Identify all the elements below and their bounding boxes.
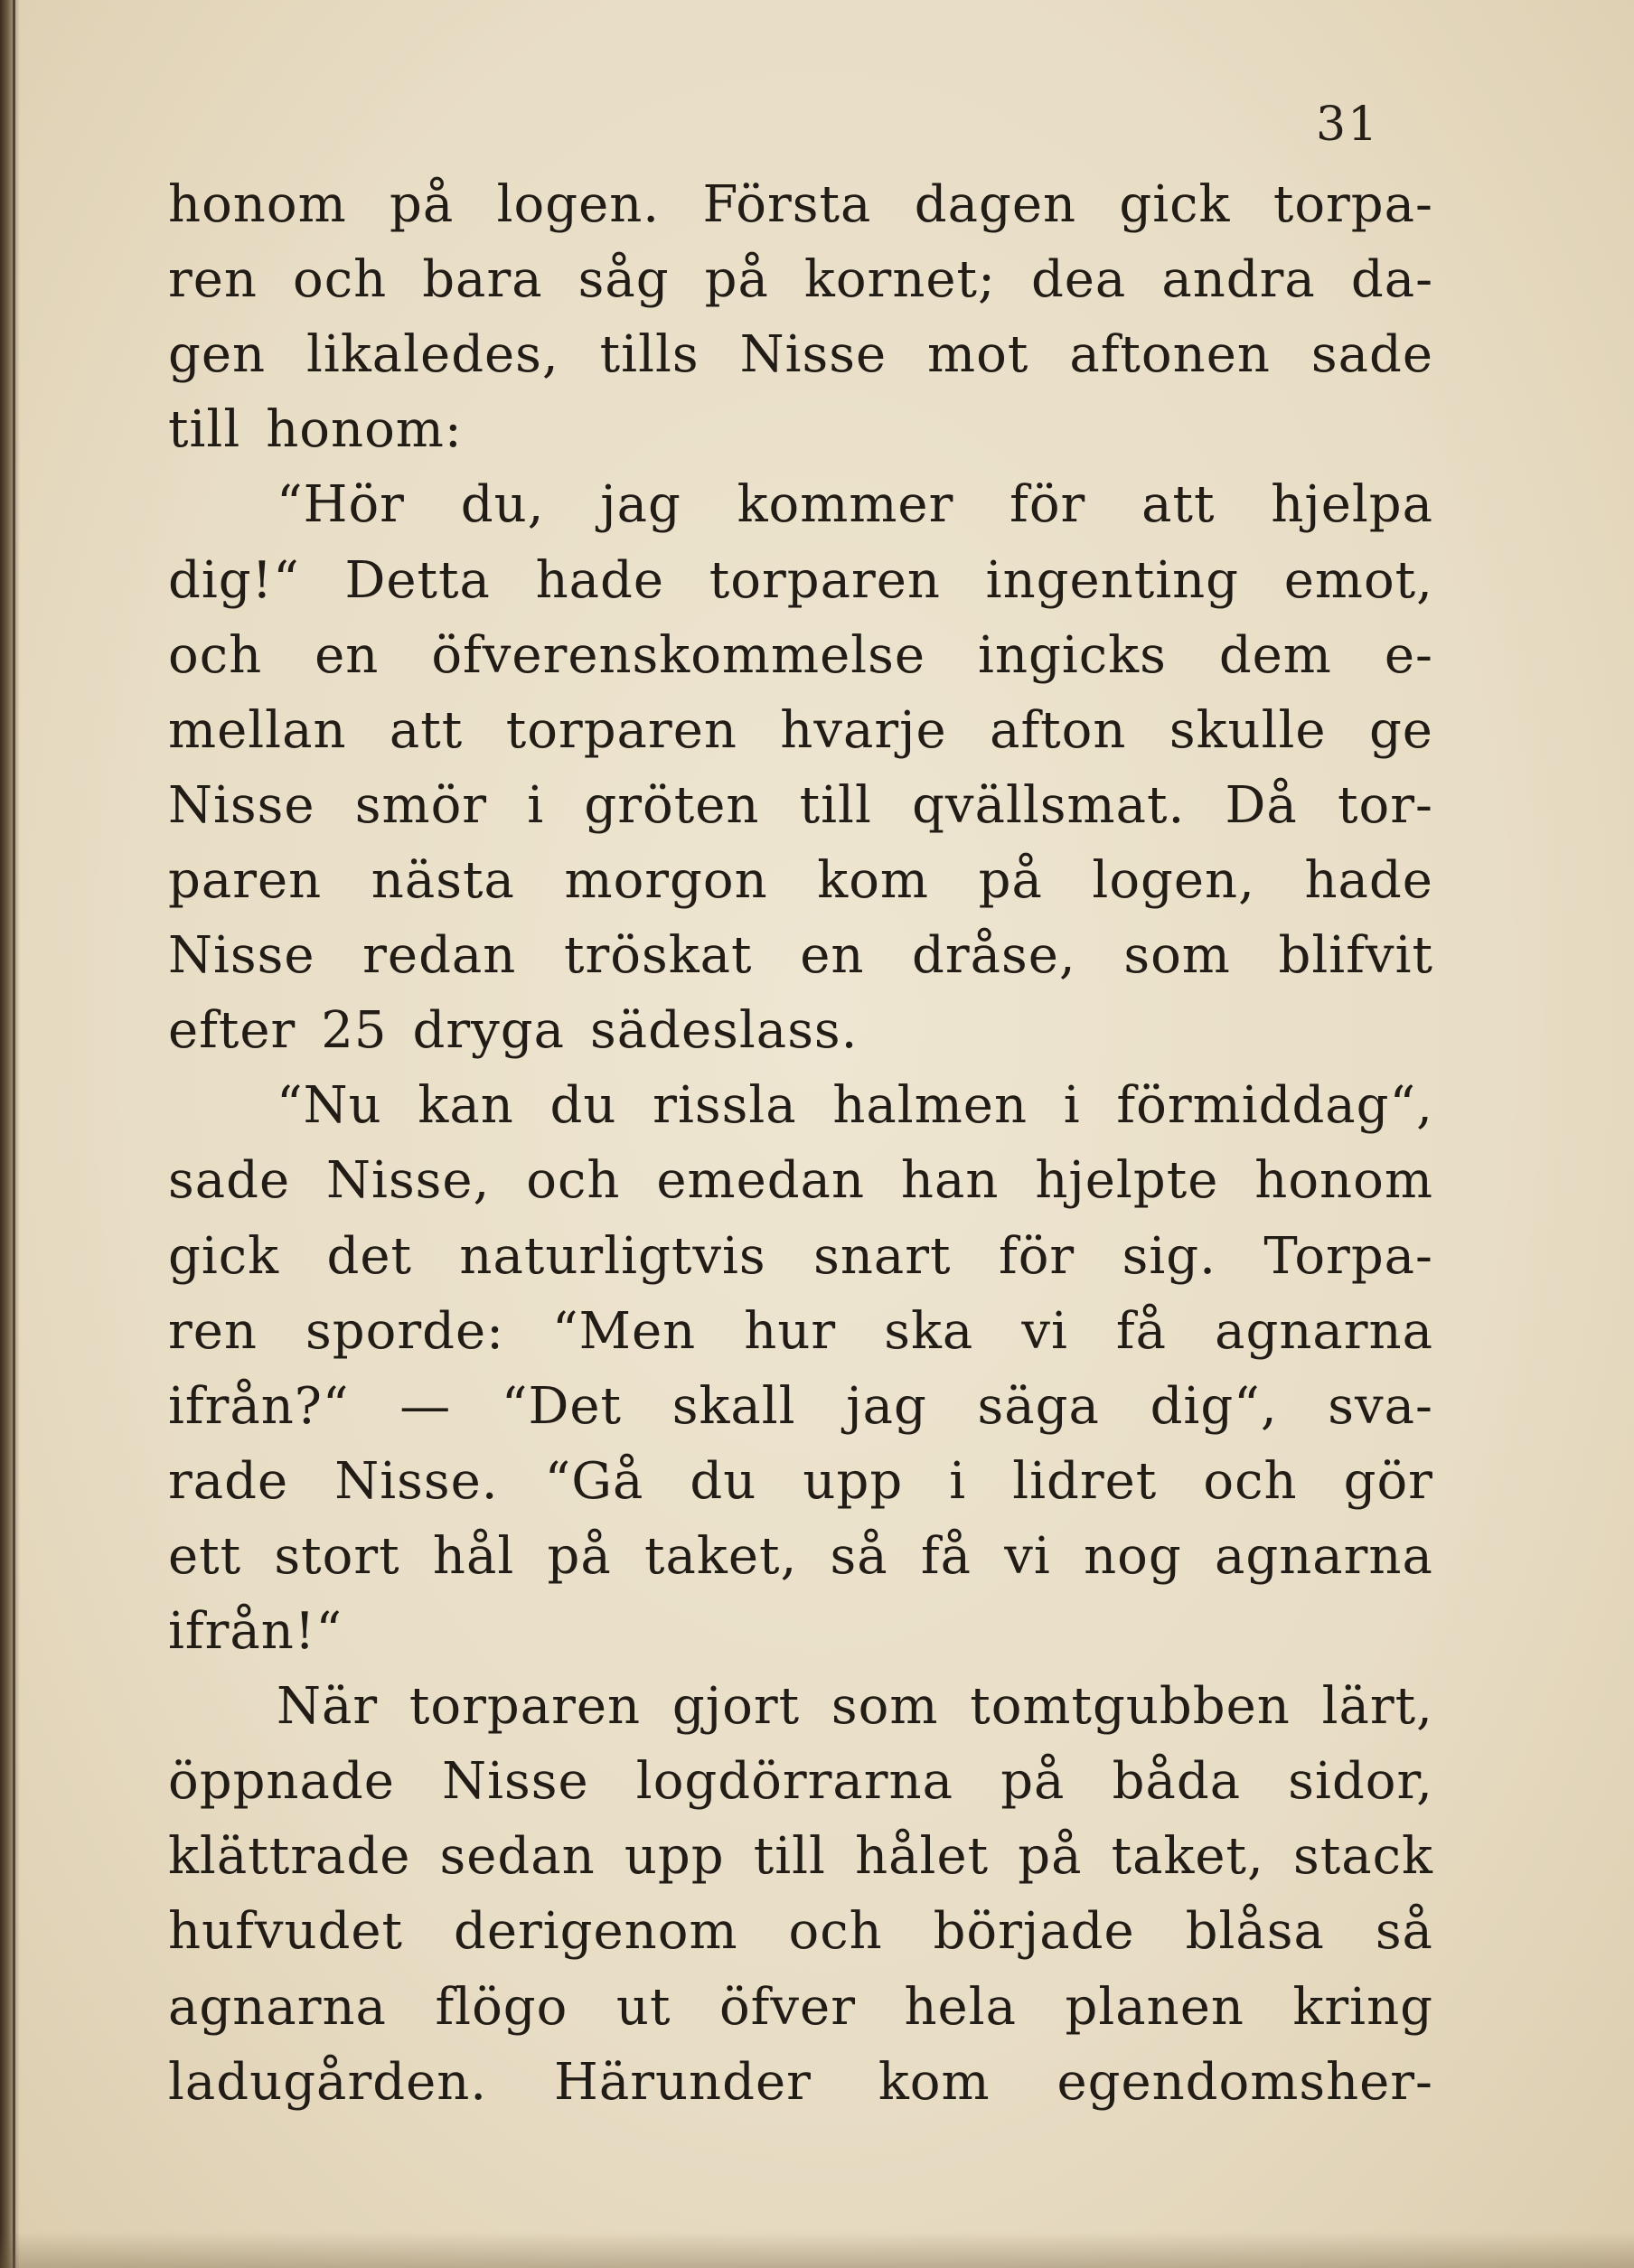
word: honom: [266,400,463,460]
word: Nisse [442,1752,589,1812]
word: att [389,700,464,760]
word: torparen [505,700,737,760]
word: öfver [718,1977,856,2037]
word: ladugården. [168,2052,488,2112]
word: och [293,250,388,310]
word: halmen [832,1076,1028,1136]
word: och [1203,1451,1298,1511]
word: sedan [439,1827,596,1887]
word: derigenom [454,1902,738,1962]
word: 25 [321,1001,388,1061]
word: blåsa [1185,1902,1325,1962]
text-line [168,1976,1433,2039]
word: jag [846,1376,927,1436]
word: dagen [914,175,1077,234]
word: gick [1119,175,1231,234]
text-line [168,999,1433,1063]
word: Första [702,175,872,234]
word: Nisse [739,325,887,385]
word: logen. [496,175,661,234]
word: logdörrarna [635,1752,953,1812]
word: Nisse [168,775,315,835]
page-shadow [0,2232,1634,2268]
word: tröskat [564,926,753,986]
word: agnarna [1215,1301,1433,1361]
word: du, [460,475,545,535]
text-line [168,1450,1433,1514]
word: sade [1310,325,1433,385]
word: gröten [584,775,760,835]
word: smör [354,775,488,835]
word: naturligtvis [459,1226,766,1286]
text-line [277,1074,1433,1138]
word: började [933,1902,1135,1962]
word: dråse, [912,926,1076,986]
word: skall [671,1376,796,1436]
word: paren [168,850,323,910]
word: aftonen [1069,325,1271,385]
word: “Gå [544,1451,644,1511]
word: ge [1368,700,1433,760]
word: och [788,1902,883,1962]
word: jag [600,475,681,535]
word: snart [813,1226,952,1286]
word: ingenting [985,550,1240,610]
word: ska [884,1301,974,1361]
word: i [527,775,545,835]
word: gör [1343,1451,1433,1511]
page-number: 31 [1316,98,1380,152]
text-line [277,1675,1433,1738]
text-line [168,1149,1433,1213]
word: emedan [656,1151,866,1211]
word: nog [1084,1526,1182,1586]
word: När [277,1677,379,1737]
word: dem [1218,625,1332,685]
word: hela [904,1977,1017,2037]
text-line [168,323,1433,387]
word: stort [274,1526,400,1586]
word: öfverenskommelse [431,625,926,685]
word: torparen [408,1677,642,1737]
word: “Men [552,1301,697,1361]
word: egendomsher- [1056,2052,1433,2112]
word: agnarna [1214,1526,1433,1586]
word: sade [168,1151,291,1211]
word: hade [535,550,665,610]
word: dig!“ [168,550,300,610]
word: honom [168,175,347,234]
word: ren [168,1301,258,1361]
word: tills [599,325,700,385]
word: tor- [1338,775,1433,835]
word: sporde: [305,1301,504,1361]
word: vi [1021,1301,1068,1361]
word: agnarna [168,1977,387,2037]
word: hål [432,1526,515,1586]
word: morgon [564,850,768,910]
word: afton [990,700,1127,760]
word: rissla [653,1076,797,1136]
word: båda [1112,1752,1242,1812]
word: da- [1350,250,1433,310]
word: torpa- [1272,175,1433,234]
text-line [168,1525,1433,1589]
word: kornet; [803,250,996,310]
text-line [168,549,1433,613]
text-line [168,624,1433,688]
word: på [547,1526,612,1586]
word: likaledes, [306,325,559,385]
word: Nisse. [334,1451,499,1511]
text-line [168,248,1433,312]
text-line [277,473,1433,537]
word: emot, [1283,550,1433,610]
word: “Nu [277,1076,382,1136]
word: klättrade [168,1827,411,1887]
word: det [326,1226,412,1286]
word: torparen [709,550,941,610]
word: han [900,1151,1000,1211]
word: Då [1225,775,1298,835]
word: — [399,1376,452,1436]
word: honom [1254,1151,1433,1211]
word: få [1115,1301,1168,1361]
word: ifrån?“ [168,1376,350,1436]
word: till [753,1827,826,1887]
word: gjort [671,1677,801,1737]
word: lidret [1012,1451,1158,1511]
word: ingicks [978,625,1167,685]
word: Nisse [168,926,315,986]
word: rade [168,1451,289,1511]
word: dryga [412,1001,566,1061]
word: logen, [1092,850,1255,910]
word: som [1123,926,1231,986]
word: flögo [435,1977,568,2037]
word: taket, [644,1526,798,1586]
text-line [168,1225,1433,1289]
word: du [690,1451,757,1511]
word: gen [168,325,267,385]
binding-edge [13,0,15,2268]
word: få [920,1526,972,1586]
word: redan [362,926,517,986]
text-line [168,849,1433,913]
text-line [168,398,1433,462]
word: kommer [737,475,954,535]
word: hade [1304,850,1433,910]
word: förmiddag“, [1116,1076,1433,1136]
word: Detta [344,550,491,610]
word: på [1000,1752,1066,1812]
word: mellan [168,700,347,760]
word: taket, [1111,1827,1264,1887]
text-line [168,699,1433,763]
word: hjelpa [1271,475,1433,535]
word: e- [1384,625,1433,685]
word: på [1018,1827,1083,1887]
word: ifrån!“ [168,1602,343,1662]
text-line [168,1825,1433,1888]
word: “Det [501,1376,623,1436]
word: vi [1004,1526,1051,1586]
text-line [168,1300,1433,1364]
word: Härunder [554,2052,812,2112]
word: en [315,625,380,685]
word: att [1141,475,1216,535]
word: Torpa- [1263,1226,1433,1286]
word: ut [615,1977,671,2037]
text-line [168,2051,1433,2114]
word: nästa [371,850,515,910]
word: såg [578,250,670,310]
word: gick [168,1226,280,1286]
word: kom [817,850,930,910]
word: qvällsmat. [912,775,1186,835]
word: sig. [1122,1226,1216,1286]
word: på [978,850,1043,910]
word: “Hör [277,475,405,535]
word: kan [418,1076,514,1136]
word: för [1010,475,1086,535]
word: sädeslass. [590,1001,859,1061]
word: och [526,1151,621,1211]
word: bara [422,250,543,310]
word: till [799,775,872,835]
word: du [549,1076,617,1136]
word: som [831,1677,939,1737]
word: mot [927,325,1029,385]
word: blifvit [1278,926,1433,986]
word: planen [1065,1977,1244,2037]
text-line [168,924,1433,988]
word: hjelpte [1035,1151,1219,1211]
text-line [168,1900,1433,1963]
word: ett [168,1526,242,1586]
word: säga [977,1376,1100,1436]
word: hvarje [780,700,947,760]
word: skulle [1169,700,1327,760]
text-line [168,1375,1433,1439]
word: så [1375,1902,1433,1962]
word: ren [168,250,258,310]
word: sidor, [1288,1752,1433,1812]
word: kom [878,2052,991,2112]
word: till [168,400,241,460]
word: upp [803,1451,904,1511]
word: en [800,926,865,986]
word: på [704,250,769,310]
word: hufvudet [168,1902,404,1962]
word: i [1063,1076,1081,1136]
text-line [168,1600,1433,1664]
text-line [168,774,1433,838]
word: Nisse, [326,1151,491,1211]
word: andra [1161,250,1316,310]
word: kring [1292,1977,1433,2037]
word: dea [1030,250,1127,310]
word: hålet [855,1827,990,1887]
word: öppnade [168,1752,395,1812]
word: lärt, [1321,1677,1433,1737]
word: tomtgubben [970,1677,1291,1737]
page-gutter [0,0,20,2268]
word: i [949,1451,967,1511]
word: så [830,1526,888,1586]
word: för [998,1226,1075,1286]
text-line [168,1750,1433,1813]
word: hur [744,1301,837,1361]
word: efter [168,1001,296,1061]
word: stack [1292,1827,1433,1887]
word: dig“, [1150,1376,1278,1436]
word: och [168,625,263,685]
word: sva- [1328,1376,1433,1436]
text-line [168,173,1433,237]
word: på [390,175,455,234]
word: upp [624,1827,725,1887]
